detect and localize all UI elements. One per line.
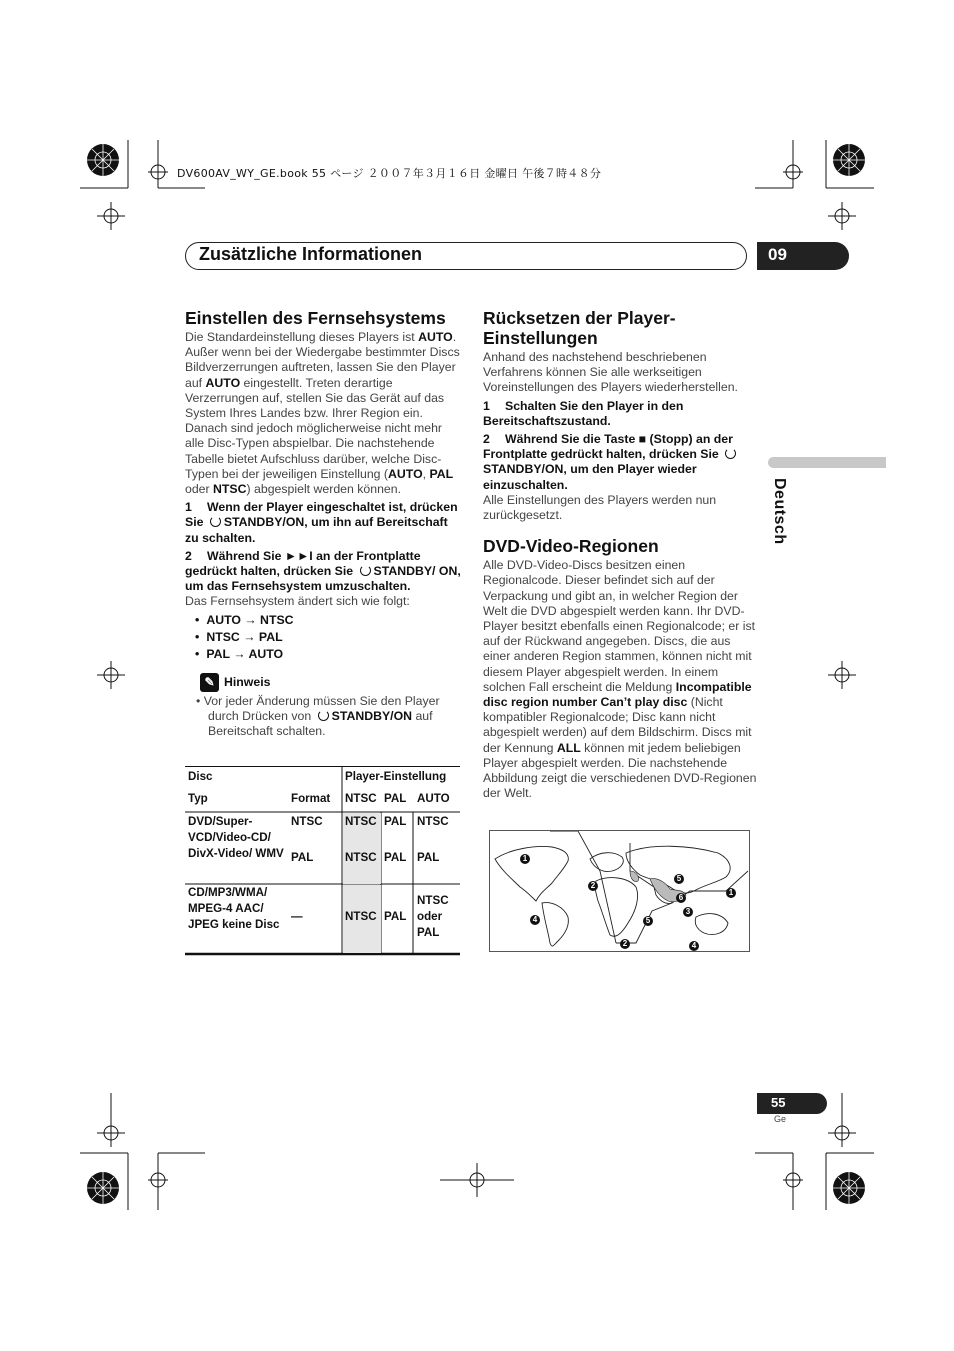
power-icon	[725, 448, 736, 459]
right-column	[483, 308, 759, 801]
table-cell: NTSC	[345, 815, 377, 828]
reset-step-2: 2 Während Sie die Taste ■ (Stopp) an der Frontplatte gedrückt halten, drücken Sie STANDBY/ON, um den Player wieder einzuschalten.	[483, 432, 759, 493]
table-cell: PAL	[384, 851, 407, 864]
section-title-tv-system: Einstellen des Fernsehsystems	[185, 308, 446, 328]
reset-intro: Anhand des nachstehend beschriebenen Verfahrens können Sie alle werkseitigen Voreinstellungen des Players wiederherstellen.	[483, 350, 738, 395]
dvd-region-world-map	[489, 830, 750, 952]
book-file-header: DV600AV_WY_GE.book 55 ページ ２００７年３月１６日 金曜日 午後７時４８分	[177, 167, 602, 180]
section-title-regions: DVD-Video-Regionen	[483, 536, 659, 557]
region-marker: 4	[530, 909, 540, 927]
list-item: • AUTO → NTSC	[195, 612, 461, 629]
reset-step-1: 1 Schalten Sie den Player in den Bereitschaftszustand.	[483, 398, 684, 428]
skip-forward-icon: ►►I	[284, 548, 313, 563]
pencil-note-icon: ✎	[200, 673, 219, 692]
table-cell: PAL	[384, 815, 407, 828]
table-cell: PAL	[384, 910, 407, 923]
table-header-format: Format	[291, 792, 331, 805]
table-header-ntsc: NTSC	[345, 792, 377, 805]
chapter-number-badge: 09	[757, 242, 849, 270]
section-title-reset: Rücksetzen der Player-Einstellungen	[483, 308, 676, 348]
table-cell: NTSC oder PAL	[417, 894, 449, 939]
region-marker: 2	[620, 933, 630, 951]
table-header-player: Player-Einstellung	[345, 770, 447, 783]
left-column	[185, 308, 461, 739]
table-cell: CD/MP3/WMA/ MPEG-4 AAC/ JPEG keine Disc	[188, 886, 280, 931]
table-cell: PAL	[417, 851, 440, 864]
page-number: 55	[757, 1093, 827, 1114]
page-language-code: Ge	[774, 1114, 787, 1124]
tv-step-2: 2 Während Sie ►►I an der Frontplatte gedrückt halten, drücken Sie STANDBY/ ON, um das Fernsehsystem umzuschalten.	[185, 548, 461, 594]
table-cell: NTSC	[417, 815, 449, 828]
table-header-disc: Disc	[188, 770, 213, 783]
language-label: Deutsch	[771, 478, 788, 545]
power-icon	[318, 710, 329, 721]
region-marker: 1	[520, 848, 530, 866]
reset-step-2-result: Alle Einstellungen des Players werden nun zurückgesetzt.	[483, 492, 717, 523]
table-cell: —	[291, 910, 303, 923]
chapter-title: Zusätzliche Informationen	[199, 244, 423, 264]
region-marker: 6	[676, 887, 686, 905]
table-cell: NTSC	[345, 910, 377, 923]
language-tab	[768, 457, 886, 468]
table-header-auto: AUTO	[417, 792, 450, 805]
region-marker: 1	[726, 882, 736, 900]
region-marker: 5	[643, 910, 653, 928]
list-item: • NTSC → PAL	[195, 629, 461, 646]
table-header-typ: Typ	[188, 792, 208, 805]
power-icon	[360, 565, 371, 576]
hint-text: • Vor jeder Änderung müssen Sie den Player durch Drücken von STANDBY/ON auf Bereitschaft schalten.	[196, 693, 440, 739]
tv-step-1: 1 Wenn der Player eingeschaltet ist, drücken Sie STANDBY/ON, um ihn auf Bereitschaft zu schalten.	[185, 500, 458, 545]
region-marker: 4	[689, 935, 699, 953]
hint-heading: ✎ Hinweis	[185, 673, 461, 692]
tv-system-intro: Die Standardeinstellung dieses Players ist AUTO. Außer wenn bei der Wiedergabe bestimmter Discs Bildverzerrungen auftreten, lassen Sie den Player auf AUTO eingestellt. Treten derartige Verzerrungen auf, stellen Sie das Gerät auf das System Ihres Landes bzw. Ihrer Region ein. Danach sind jedoch möglicherweise nicht mehr alle Disc-Typen abspielbar. Die nachstehende Tabelle bietet Aufschluss darüber, welche Disc-Typen bei der jeweiligen Einstellung (AUTO, PAL oder NTSC) abgespielt werden können.	[185, 330, 460, 497]
table-cell: NTSC	[291, 815, 323, 828]
list-item: • PAL → AUTO	[195, 646, 461, 663]
table-header-pal: PAL	[384, 792, 407, 805]
table-cell: NTSC	[345, 851, 377, 864]
table-cell: PAL	[291, 851, 314, 864]
tv-system-cycle-list	[185, 612, 461, 663]
regions-body: Alle DVD-Video-Discs besitzen einen Regionalcode. Dieser befindet sich auf der Verpackung und gibt an, in welcher Region der Welt die DVD abgespielt werden kann. Ihr DVD-Player besitzt ebenfalls einen Regionalcode; er ist auf der Rückwand angegeben. Discs, die aus einer anderen Region stammen, können nicht mit diesem Player abgespielt werden. In einem solchen Fall erscheint die Meldung Incompatible disc region number Can’t play disc (Nicht kompatibler Regionalcode; Disc kann nicht abgespielt werden) auf dem Bildschirm. Discs mit der Kennung ALL können mit jedem beliebigen Player abgespielt werden. Die nachstehende Abbildung zeigt die verschiedenen DVD-Regionen der Welt.	[483, 558, 757, 801]
region-marker: 2	[588, 875, 598, 893]
table-cell: DVD/Super-VCD/Video-CD/ DivX-Video/ WMV	[188, 815, 284, 860]
region-marker: 3	[683, 901, 693, 919]
tv-step-2-result: Das Fernsehsystem ändert sich wie folgt:	[185, 594, 410, 609]
region-marker: 5	[674, 868, 684, 886]
power-icon	[210, 516, 221, 527]
